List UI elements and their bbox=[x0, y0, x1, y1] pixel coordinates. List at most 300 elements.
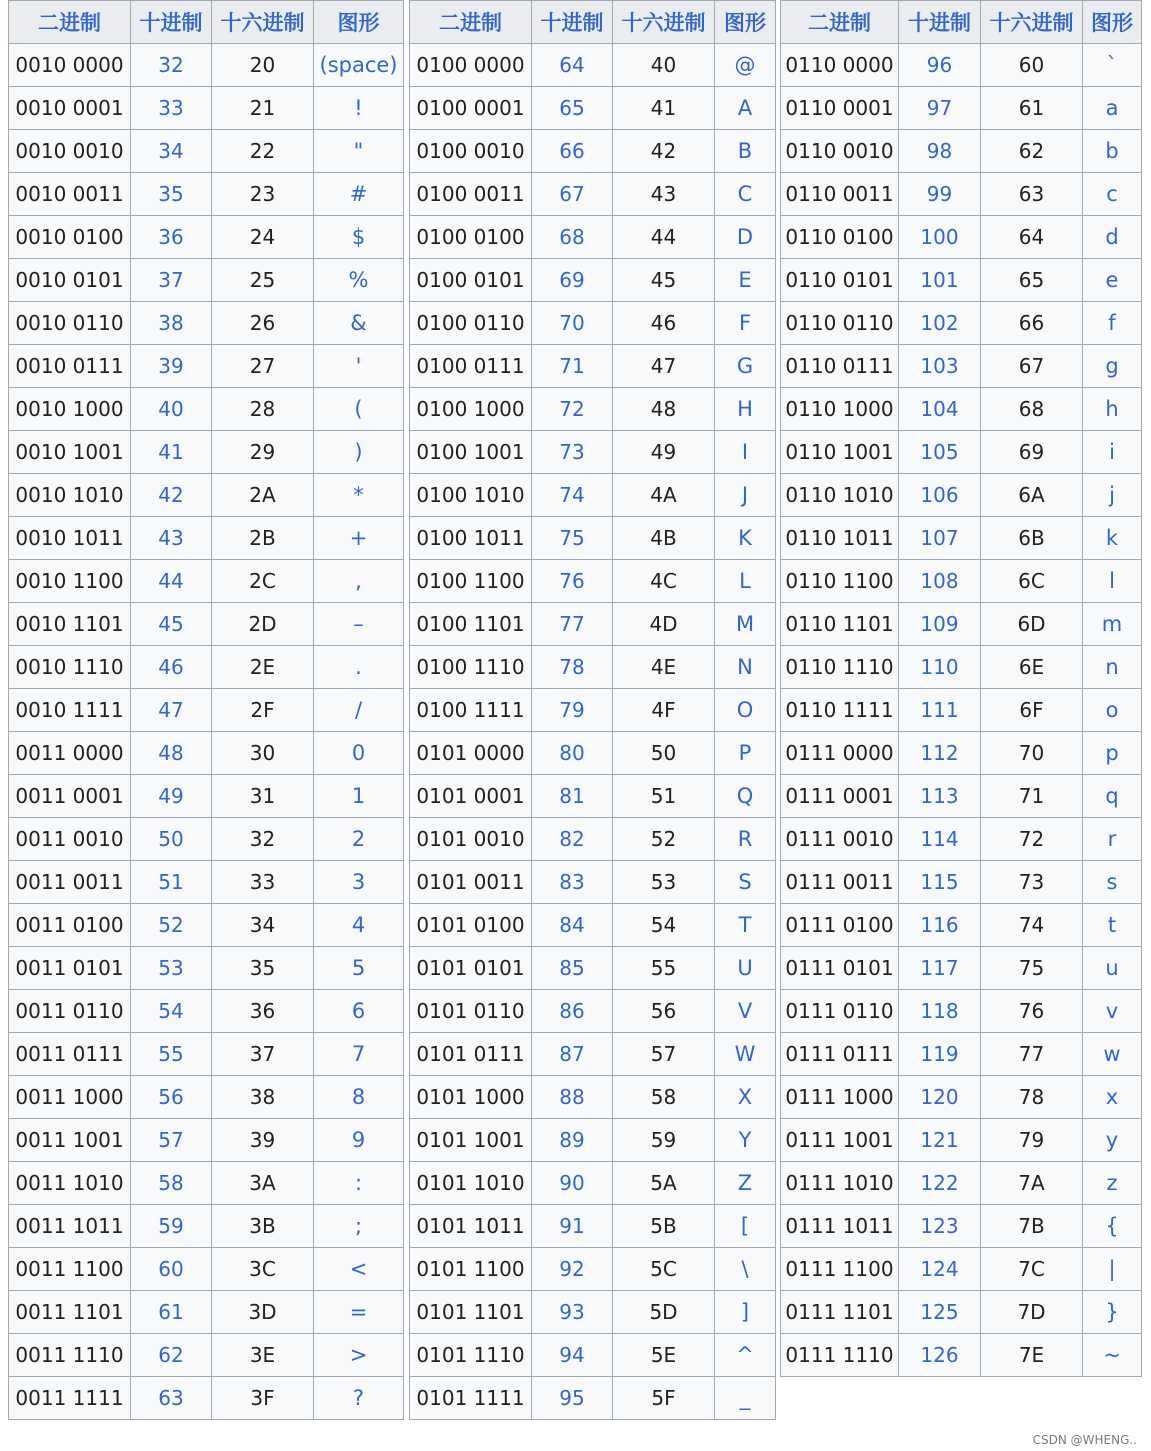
decimal-link[interactable]: 53 bbox=[131, 947, 212, 990]
binary-cell: 0110 0111 bbox=[781, 345, 899, 388]
glyph-link[interactable]: 0 bbox=[314, 732, 404, 775]
decimal-link[interactable]: 96 bbox=[899, 44, 981, 87]
hex-cell: 2B bbox=[212, 517, 314, 560]
decimal-link[interactable]: 64 bbox=[532, 44, 613, 87]
glyph-link[interactable]: : bbox=[314, 1162, 404, 1205]
binary-cell: 0111 1001 bbox=[781, 1119, 899, 1162]
hex-cell: 7E bbox=[981, 1334, 1083, 1377]
table-row bbox=[781, 1162, 1142, 1205]
glyph-link[interactable]: z bbox=[1083, 1162, 1142, 1205]
hex-cell: 2C bbox=[212, 560, 314, 603]
glyph-link[interactable]: 4 bbox=[314, 904, 404, 947]
table-row bbox=[410, 1248, 776, 1291]
decimal-link[interactable]: 84 bbox=[532, 904, 613, 947]
binary-cell: 0011 0000 bbox=[9, 732, 131, 775]
decimal-link[interactable]: 83 bbox=[532, 861, 613, 904]
glyph-link[interactable]: H bbox=[715, 388, 776, 431]
table-row bbox=[9, 603, 404, 646]
glyph-link[interactable]: " bbox=[314, 130, 404, 173]
header-hex: 十六进制 bbox=[981, 1, 1083, 44]
decimal-link[interactable]: 48 bbox=[131, 732, 212, 775]
decimal-link[interactable]: 90 bbox=[532, 1162, 613, 1205]
binary-cell: 0010 0001 bbox=[9, 87, 131, 130]
glyph-link[interactable]: h bbox=[1083, 388, 1142, 431]
glyph-link[interactable]: V bbox=[715, 990, 776, 1033]
table-row bbox=[781, 345, 1142, 388]
glyph-link[interactable]: p bbox=[1083, 732, 1142, 775]
decimal-link[interactable]: 51 bbox=[131, 861, 212, 904]
decimal-link[interactable]: 41 bbox=[131, 431, 212, 474]
decimal-link[interactable]: 66 bbox=[532, 130, 613, 173]
glyph-link[interactable]: c bbox=[1083, 173, 1142, 216]
decimal-link[interactable]: 95 bbox=[532, 1377, 613, 1420]
glyph-link[interactable]: I bbox=[715, 431, 776, 474]
hex-cell: 60 bbox=[981, 44, 1083, 87]
decimal-link[interactable]: 92 bbox=[532, 1248, 613, 1291]
hex-cell: 48 bbox=[613, 388, 715, 431]
table-row bbox=[410, 1377, 776, 1420]
glyph-link[interactable]: O bbox=[715, 689, 776, 732]
hex-cell: 6A bbox=[981, 474, 1083, 517]
glyph-link[interactable]: d bbox=[1083, 216, 1142, 259]
table-row bbox=[410, 173, 776, 216]
decimal-link[interactable]: 115 bbox=[899, 861, 981, 904]
glyph-link[interactable]: ? bbox=[314, 1377, 404, 1420]
decimal-link[interactable]: 61 bbox=[131, 1291, 212, 1334]
glyph-link[interactable]: m bbox=[1083, 603, 1142, 646]
decimal-link[interactable]: 38 bbox=[131, 302, 212, 345]
glyph-link[interactable]: l bbox=[1083, 560, 1142, 603]
decimal-link[interactable]: 74 bbox=[532, 474, 613, 517]
binary-cell: 0101 1011 bbox=[410, 1205, 532, 1248]
table-row bbox=[9, 87, 404, 130]
decimal-link[interactable]: 116 bbox=[899, 904, 981, 947]
decimal-link[interactable]: 117 bbox=[899, 947, 981, 990]
glyph-link[interactable]: t bbox=[1083, 904, 1142, 947]
glyph-link[interactable]: # bbox=[314, 173, 404, 216]
binary-cell: 0110 0010 bbox=[781, 130, 899, 173]
binary-cell: 0110 1100 bbox=[781, 560, 899, 603]
glyph-link[interactable]: [ bbox=[715, 1205, 776, 1248]
decimal-link[interactable]: 114 bbox=[899, 818, 981, 861]
glyph-link[interactable]: | bbox=[1083, 1248, 1142, 1291]
table-row bbox=[781, 173, 1142, 216]
glyph-link[interactable]: o bbox=[1083, 689, 1142, 732]
hex-cell: 4F bbox=[613, 689, 715, 732]
decimal-link[interactable]: 35 bbox=[131, 173, 212, 216]
hex-cell: 62 bbox=[981, 130, 1083, 173]
hex-cell: 68 bbox=[981, 388, 1083, 431]
binary-cell: 0101 0100 bbox=[410, 904, 532, 947]
hex-cell: 47 bbox=[613, 345, 715, 388]
table-row bbox=[781, 1205, 1142, 1248]
glyph-link[interactable]: % bbox=[314, 259, 404, 302]
glyph-link[interactable]: f bbox=[1083, 302, 1142, 345]
decimal-link[interactable]: 85 bbox=[532, 947, 613, 990]
glyph-link[interactable]: 2 bbox=[314, 818, 404, 861]
hex-cell: 6D bbox=[981, 603, 1083, 646]
decimal-link[interactable]: 126 bbox=[899, 1334, 981, 1377]
decimal-link[interactable]: 104 bbox=[899, 388, 981, 431]
hex-cell: 7C bbox=[981, 1248, 1083, 1291]
decimal-link[interactable]: 94 bbox=[532, 1334, 613, 1377]
decimal-link[interactable]: 34 bbox=[131, 130, 212, 173]
decimal-link[interactable]: 123 bbox=[899, 1205, 981, 1248]
binary-cell: 0100 1011 bbox=[410, 517, 532, 560]
decimal-link[interactable]: 97 bbox=[899, 87, 981, 130]
table-row bbox=[410, 216, 776, 259]
decimal-link[interactable]: 102 bbox=[899, 302, 981, 345]
glyph-link[interactable]: L bbox=[715, 560, 776, 603]
hex-cell: 5A bbox=[613, 1162, 715, 1205]
decimal-link[interactable]: 113 bbox=[899, 775, 981, 818]
decimal-link[interactable]: 110 bbox=[899, 646, 981, 689]
glyph-link[interactable]: ^ bbox=[715, 1334, 776, 1377]
glyph-link[interactable]: D bbox=[715, 216, 776, 259]
glyph-link[interactable]: E bbox=[715, 259, 776, 302]
glyph-link[interactable]: k bbox=[1083, 517, 1142, 560]
glyph-link[interactable]: _ bbox=[715, 1377, 776, 1420]
binary-cell: 0100 1101 bbox=[410, 603, 532, 646]
glyph-link[interactable]: n bbox=[1083, 646, 1142, 689]
binary-cell: 0010 1101 bbox=[9, 603, 131, 646]
header-decimal: 十进制 bbox=[899, 1, 981, 44]
binary-cell: 0101 0011 bbox=[410, 861, 532, 904]
decimal-link[interactable]: 36 bbox=[131, 216, 212, 259]
glyph-link[interactable]: g bbox=[1083, 345, 1142, 388]
glyph-link[interactable]: T bbox=[715, 904, 776, 947]
glyph-link[interactable]: y bbox=[1083, 1119, 1142, 1162]
decimal-link[interactable]: 118 bbox=[899, 990, 981, 1033]
binary-cell: 0100 1000 bbox=[410, 388, 532, 431]
hex-cell: 75 bbox=[981, 947, 1083, 990]
decimal-link[interactable]: 76 bbox=[532, 560, 613, 603]
glyph-link[interactable]: 3 bbox=[314, 861, 404, 904]
decimal-link[interactable]: 40 bbox=[131, 388, 212, 431]
hex-cell: 21 bbox=[212, 87, 314, 130]
table-row bbox=[9, 173, 404, 216]
binary-cell: 0111 1010 bbox=[781, 1162, 899, 1205]
binary-cell: 0101 1100 bbox=[410, 1248, 532, 1291]
table-row bbox=[9, 1248, 404, 1291]
glyph-link[interactable]: ) bbox=[314, 431, 404, 474]
binary-cell: 0011 0110 bbox=[9, 990, 131, 1033]
decimal-link[interactable]: 55 bbox=[131, 1033, 212, 1076]
binary-cell: 0101 1010 bbox=[410, 1162, 532, 1205]
decimal-link[interactable]: 106 bbox=[899, 474, 981, 517]
glyph-link[interactable]: w bbox=[1083, 1033, 1142, 1076]
decimal-link[interactable]: 65 bbox=[532, 87, 613, 130]
table-row bbox=[9, 259, 404, 302]
decimal-link[interactable]: 82 bbox=[532, 818, 613, 861]
hex-cell: 29 bbox=[212, 431, 314, 474]
table-row bbox=[9, 775, 404, 818]
table-row bbox=[9, 1076, 404, 1119]
hex-cell: 34 bbox=[212, 904, 314, 947]
decimal-link[interactable]: 101 bbox=[899, 259, 981, 302]
glyph-link[interactable]: & bbox=[314, 302, 404, 345]
glyph-link[interactable]: ' bbox=[314, 345, 404, 388]
decimal-link[interactable]: 75 bbox=[532, 517, 613, 560]
binary-cell: 0101 1110 bbox=[410, 1334, 532, 1377]
glyph-link[interactable]: G bbox=[715, 345, 776, 388]
decimal-link[interactable]: 44 bbox=[131, 560, 212, 603]
decimal-link[interactable]: 99 bbox=[899, 173, 981, 216]
binary-cell: 0101 1001 bbox=[410, 1119, 532, 1162]
glyph-link[interactable]: Z bbox=[715, 1162, 776, 1205]
decimal-link[interactable]: 70 bbox=[532, 302, 613, 345]
hex-cell: 76 bbox=[981, 990, 1083, 1033]
decimal-link[interactable]: 125 bbox=[899, 1291, 981, 1334]
table-row bbox=[9, 474, 404, 517]
glyph-link[interactable]: * bbox=[314, 474, 404, 517]
glyph-link[interactable]: j bbox=[1083, 474, 1142, 517]
glyph-link[interactable]: ! bbox=[314, 87, 404, 130]
binary-cell: 0010 1000 bbox=[9, 388, 131, 431]
binary-cell: 0010 1110 bbox=[9, 646, 131, 689]
decimal-link[interactable]: 100 bbox=[899, 216, 981, 259]
decimal-link[interactable]: 73 bbox=[532, 431, 613, 474]
glyph-link[interactable]: J bbox=[715, 474, 776, 517]
glyph-link[interactable]: U bbox=[715, 947, 776, 990]
binary-cell: 0110 1001 bbox=[781, 431, 899, 474]
glyph-link[interactable]: , bbox=[314, 560, 404, 603]
glyph-link[interactable]: ` bbox=[1083, 44, 1142, 87]
glyph-link[interactable]: R bbox=[715, 818, 776, 861]
glyph-link[interactable]: (space) bbox=[314, 44, 404, 87]
glyph-link[interactable]: Y bbox=[715, 1119, 776, 1162]
hex-cell: 58 bbox=[613, 1076, 715, 1119]
hex-cell: 28 bbox=[212, 388, 314, 431]
hex-cell: 4E bbox=[613, 646, 715, 689]
hex-cell: 66 bbox=[981, 302, 1083, 345]
glyph-link[interactable]: + bbox=[314, 517, 404, 560]
table-row bbox=[9, 130, 404, 173]
decimal-link[interactable]: 119 bbox=[899, 1033, 981, 1076]
decimal-link[interactable]: 39 bbox=[131, 345, 212, 388]
table-row bbox=[410, 732, 776, 775]
glyph-link[interactable]: a bbox=[1083, 87, 1142, 130]
binary-cell: 0101 0110 bbox=[410, 990, 532, 1033]
decimal-link[interactable]: 111 bbox=[899, 689, 981, 732]
decimal-link[interactable]: 122 bbox=[899, 1162, 981, 1205]
decimal-link[interactable]: 86 bbox=[532, 990, 613, 1033]
decimal-link[interactable]: 77 bbox=[532, 603, 613, 646]
glyph-link[interactable]: F bbox=[715, 302, 776, 345]
decimal-link[interactable]: 78 bbox=[532, 646, 613, 689]
glyph-link[interactable]: u bbox=[1083, 947, 1142, 990]
hex-cell: 25 bbox=[212, 259, 314, 302]
binary-cell: 0111 0110 bbox=[781, 990, 899, 1033]
glyph-link[interactable]: S bbox=[715, 861, 776, 904]
hex-cell: 3E bbox=[212, 1334, 314, 1377]
decimal-link[interactable]: 88 bbox=[532, 1076, 613, 1119]
table-row bbox=[9, 560, 404, 603]
decimal-link[interactable]: 37 bbox=[131, 259, 212, 302]
hex-cell: 59 bbox=[613, 1119, 715, 1162]
glyph-link[interactable]: 1 bbox=[314, 775, 404, 818]
decimal-link[interactable]: 33 bbox=[131, 87, 212, 130]
glyph-link[interactable]: { bbox=[1083, 1205, 1142, 1248]
glyph-link[interactable]: $ bbox=[314, 216, 404, 259]
decimal-link[interactable]: 49 bbox=[131, 775, 212, 818]
decimal-link[interactable]: 98 bbox=[899, 130, 981, 173]
glyph-link[interactable]: 5 bbox=[314, 947, 404, 990]
binary-cell: 0010 1001 bbox=[9, 431, 131, 474]
glyph-link[interactable]: > bbox=[314, 1334, 404, 1377]
table-row bbox=[781, 947, 1142, 990]
hex-cell: 63 bbox=[981, 173, 1083, 216]
decimal-link[interactable]: 56 bbox=[131, 1076, 212, 1119]
table-row bbox=[9, 431, 404, 474]
binary-cell: 0011 1010 bbox=[9, 1162, 131, 1205]
glyph-link[interactable]: C bbox=[715, 173, 776, 216]
decimal-link[interactable]: 50 bbox=[131, 818, 212, 861]
binary-cell: 0100 1001 bbox=[410, 431, 532, 474]
glyph-link[interactable]: 7 bbox=[314, 1033, 404, 1076]
table-row bbox=[781, 646, 1142, 689]
decimal-link[interactable]: 68 bbox=[532, 216, 613, 259]
decimal-link[interactable]: 59 bbox=[131, 1205, 212, 1248]
hex-cell: 2E bbox=[212, 646, 314, 689]
decimal-link[interactable]: 108 bbox=[899, 560, 981, 603]
decimal-link[interactable]: 79 bbox=[532, 689, 613, 732]
decimal-link[interactable]: 67 bbox=[532, 173, 613, 216]
decimal-link[interactable]: 57 bbox=[131, 1119, 212, 1162]
decimal-link[interactable]: 52 bbox=[131, 904, 212, 947]
table-row bbox=[9, 689, 404, 732]
glyph-link[interactable]: v bbox=[1083, 990, 1142, 1033]
decimal-link[interactable]: 121 bbox=[899, 1119, 981, 1162]
decimal-link[interactable]: 81 bbox=[532, 775, 613, 818]
decimal-link[interactable]: 93 bbox=[532, 1291, 613, 1334]
table-row bbox=[9, 818, 404, 861]
table-row bbox=[410, 1334, 776, 1377]
glyph-link[interactable]: e bbox=[1083, 259, 1142, 302]
binary-cell: 0110 0001 bbox=[781, 87, 899, 130]
glyph-link[interactable]: @ bbox=[715, 44, 776, 87]
binary-cell: 0011 1001 bbox=[9, 1119, 131, 1162]
hex-cell: 54 bbox=[613, 904, 715, 947]
glyph-link[interactable]: 6 bbox=[314, 990, 404, 1033]
decimal-link[interactable]: 47 bbox=[131, 689, 212, 732]
glyph-link[interactable]: ] bbox=[715, 1291, 776, 1334]
hex-cell: 49 bbox=[613, 431, 715, 474]
glyph-link[interactable]: ~ bbox=[1083, 1334, 1142, 1377]
decimal-link[interactable]: 63 bbox=[131, 1377, 212, 1420]
table-row bbox=[410, 1162, 776, 1205]
table-row bbox=[781, 990, 1142, 1033]
glyph-link[interactable]: < bbox=[314, 1248, 404, 1291]
glyph-link[interactable]: q bbox=[1083, 775, 1142, 818]
decimal-link[interactable]: 89 bbox=[532, 1119, 613, 1162]
hex-cell: 67 bbox=[981, 345, 1083, 388]
decimal-link[interactable]: 87 bbox=[532, 1033, 613, 1076]
binary-cell: 0011 0010 bbox=[9, 818, 131, 861]
binary-cell: 0110 1011 bbox=[781, 517, 899, 560]
glyph-link[interactable]: ( bbox=[314, 388, 404, 431]
decimal-link[interactable]: 71 bbox=[532, 345, 613, 388]
table-row bbox=[410, 1119, 776, 1162]
table-row bbox=[410, 517, 776, 560]
glyph-link[interactable]: K bbox=[715, 517, 776, 560]
decimal-link[interactable]: 91 bbox=[532, 1205, 613, 1248]
decimal-link[interactable]: 60 bbox=[131, 1248, 212, 1291]
decimal-link[interactable]: 32 bbox=[131, 44, 212, 87]
glyph-link[interactable]: . bbox=[314, 646, 404, 689]
binary-cell: 0010 0100 bbox=[9, 216, 131, 259]
glyph-link[interactable]: A bbox=[715, 87, 776, 130]
glyph-link[interactable]: ; bbox=[314, 1205, 404, 1248]
table-row bbox=[410, 904, 776, 947]
binary-cell: 0100 1111 bbox=[410, 689, 532, 732]
decimal-link[interactable]: 46 bbox=[131, 646, 212, 689]
hex-cell: 64 bbox=[981, 216, 1083, 259]
decimal-link[interactable]: 54 bbox=[131, 990, 212, 1033]
glyph-link[interactable]: = bbox=[314, 1291, 404, 1334]
table-row bbox=[410, 345, 776, 388]
decimal-link[interactable]: 42 bbox=[131, 474, 212, 517]
decimal-link[interactable]: 109 bbox=[899, 603, 981, 646]
binary-cell: 0100 1110 bbox=[410, 646, 532, 689]
decimal-link[interactable]: 124 bbox=[899, 1248, 981, 1291]
decimal-link[interactable]: 62 bbox=[131, 1334, 212, 1377]
binary-cell: 0011 0011 bbox=[9, 861, 131, 904]
glyph-link[interactable]: B bbox=[715, 130, 776, 173]
glyph-link[interactable]: b bbox=[1083, 130, 1142, 173]
glyph-link[interactable]: r bbox=[1083, 818, 1142, 861]
glyph-link[interactable]: N bbox=[715, 646, 776, 689]
decimal-link[interactable]: 107 bbox=[899, 517, 981, 560]
binary-cell: 0010 1100 bbox=[9, 560, 131, 603]
table-row bbox=[410, 861, 776, 904]
glyph-link[interactable]: x bbox=[1083, 1076, 1142, 1119]
hex-cell: 43 bbox=[613, 173, 715, 216]
glyph-link[interactable]: } bbox=[1083, 1291, 1142, 1334]
glyph-link[interactable]: 9 bbox=[314, 1119, 404, 1162]
decimal-link[interactable]: 103 bbox=[899, 345, 981, 388]
binary-cell: 0100 0010 bbox=[410, 130, 532, 173]
hex-cell: 2F bbox=[212, 689, 314, 732]
glyph-link[interactable]: s bbox=[1083, 861, 1142, 904]
hex-cell: 3B bbox=[212, 1205, 314, 1248]
decimal-link[interactable]: 58 bbox=[131, 1162, 212, 1205]
decimal-link[interactable]: 105 bbox=[899, 431, 981, 474]
glyph-link[interactable]: \ bbox=[715, 1248, 776, 1291]
decimal-link[interactable]: 72 bbox=[532, 388, 613, 431]
decimal-link[interactable]: 80 bbox=[532, 732, 613, 775]
table-row bbox=[781, 732, 1142, 775]
table-row bbox=[9, 732, 404, 775]
decimal-link[interactable]: 45 bbox=[131, 603, 212, 646]
glyph-link[interactable]: M bbox=[715, 603, 776, 646]
header-binary: 二进制 bbox=[781, 1, 899, 44]
decimal-link[interactable]: 120 bbox=[899, 1076, 981, 1119]
glyph-link[interactable]: – bbox=[314, 603, 404, 646]
glyph-link[interactable]: W bbox=[715, 1033, 776, 1076]
table-row bbox=[410, 775, 776, 818]
binary-cell: 0111 0101 bbox=[781, 947, 899, 990]
decimal-link[interactable]: 69 bbox=[532, 259, 613, 302]
glyph-link[interactable]: / bbox=[314, 689, 404, 732]
glyph-link[interactable]: Q bbox=[715, 775, 776, 818]
glyph-link[interactable]: P bbox=[715, 732, 776, 775]
glyph-link[interactable]: X bbox=[715, 1076, 776, 1119]
glyph-link[interactable]: i bbox=[1083, 431, 1142, 474]
decimal-link[interactable]: 112 bbox=[899, 732, 981, 775]
decimal-link[interactable]: 43 bbox=[131, 517, 212, 560]
glyph-link[interactable]: 8 bbox=[314, 1076, 404, 1119]
